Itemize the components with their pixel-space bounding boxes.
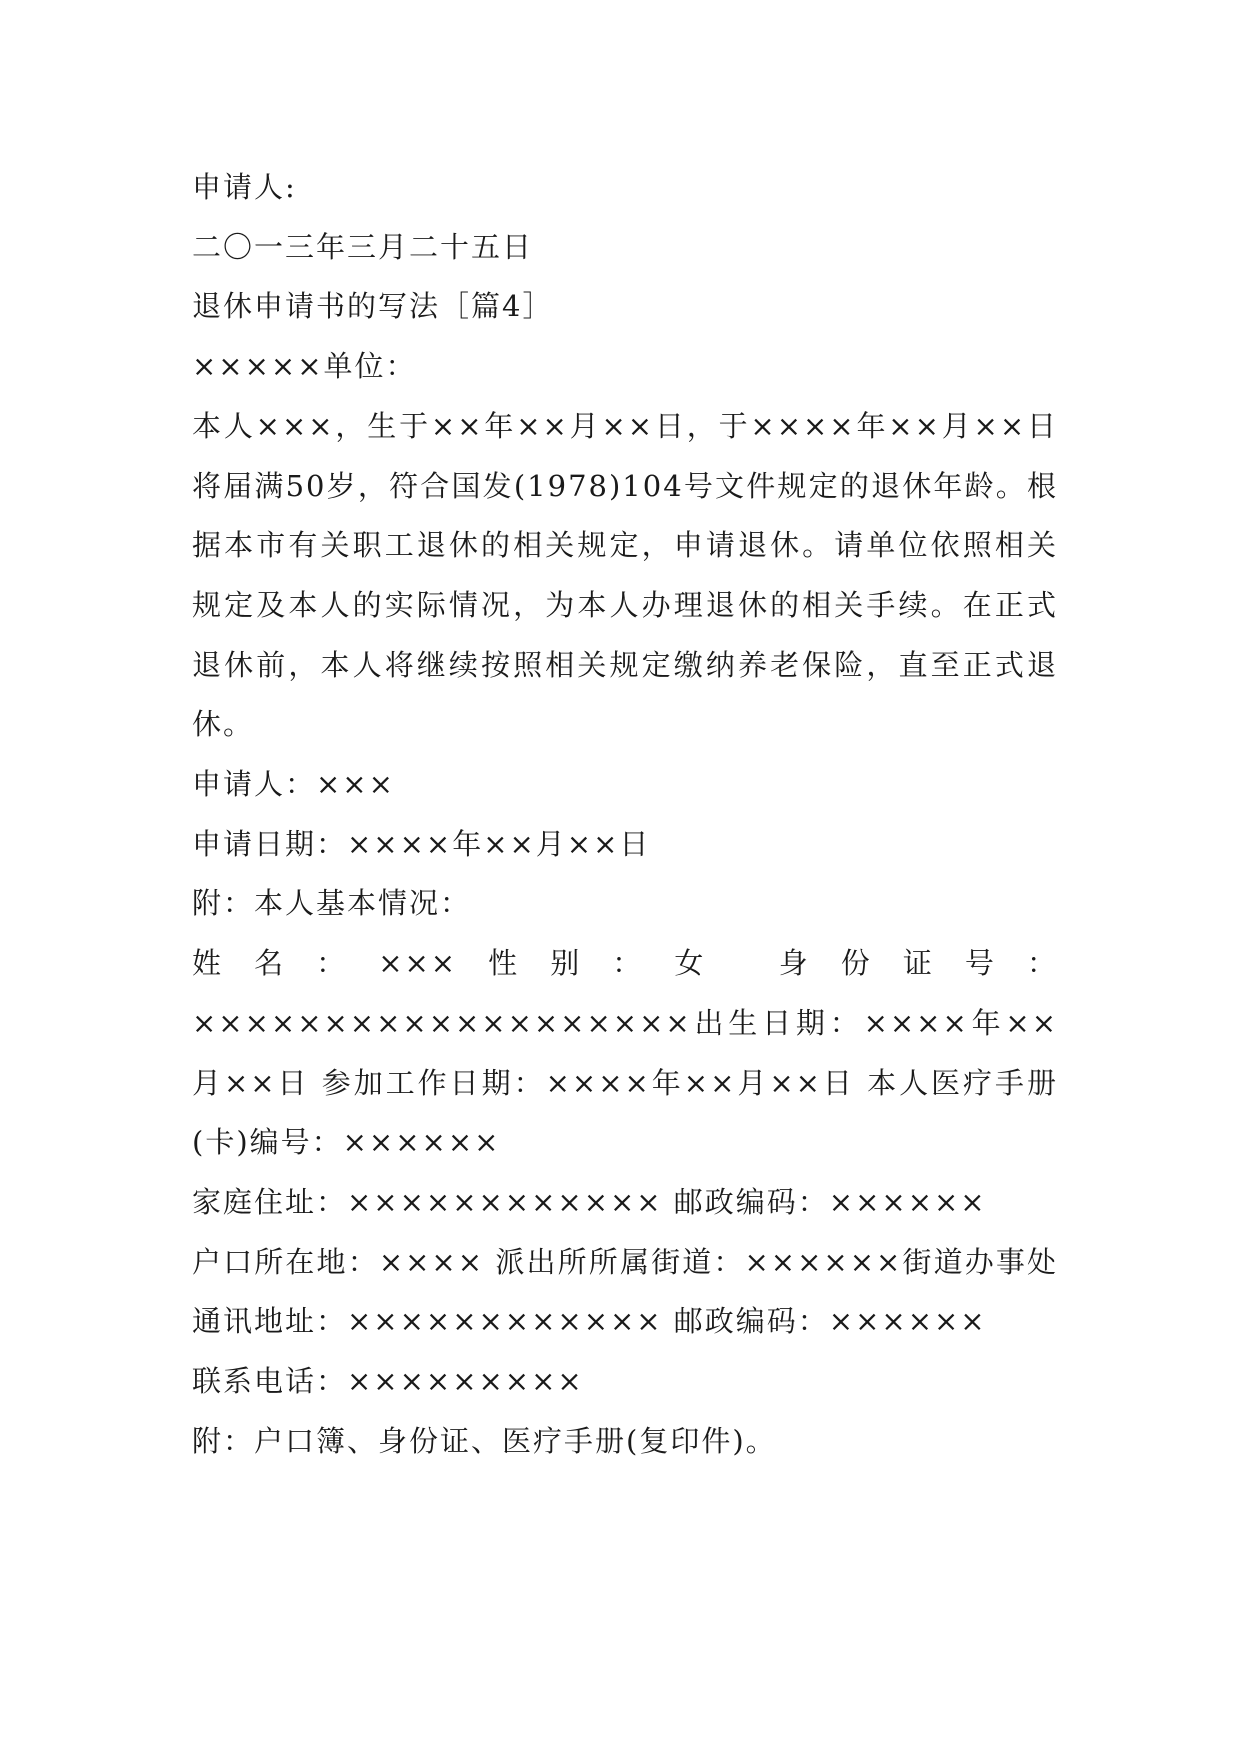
body-paragraph: 本人×××，生于××年××月××日，于××××年××月××日将届满50岁，符合国发(1978)104号文件规定的退休年龄。根据本市有关职工退休的相关规定，申请退休。请单位依照相关规定及本人的实际情况，为本人办理退休的相关手续。在正式退休前，本人将继续按照相关规定缴纳养老保险，直至正式退休。 xyxy=(192,408,1058,742)
household-registration-paragraph: 户口所在地：×××× 派出所所属街道：××××××街道办事处 通讯地址：×××××××××××× 邮政编码：×××××× xyxy=(192,1244,1058,1339)
personal-info-paragraph: 姓名：×××性别：女 身份证号：×××××××××××××××××××出生日期：××××年××月××日 参加工作日期：××××年××月××日 本人医疗手册(卡)编号：×××××× xyxy=(192,946,1058,1160)
document-body xyxy=(192,158,1058,1471)
section-heading: 退休申请书的写法［篇4］ xyxy=(192,289,554,324)
applicant-signature-line: 申请人：××× xyxy=(192,767,395,802)
attachment-intro-line: 附：本人基本情况： xyxy=(192,886,472,921)
date-line: 二〇一三年三月二十五日 xyxy=(192,229,534,264)
applicant-line: 申请人: xyxy=(192,170,297,204)
application-date-line: 申请日期：××××年××月××日 xyxy=(192,826,651,861)
attachments-line: 附：户口簿、身份证、医疗手册(复印件)。 xyxy=(192,1423,777,1458)
phone-line: 联系电话：××××××××× xyxy=(192,1364,584,1399)
addressee-line: ×××××单位： xyxy=(192,349,417,384)
home-address-paragraph: 家庭住址：×××××××××××× 邮政编码：×××××× xyxy=(192,1184,987,1219)
